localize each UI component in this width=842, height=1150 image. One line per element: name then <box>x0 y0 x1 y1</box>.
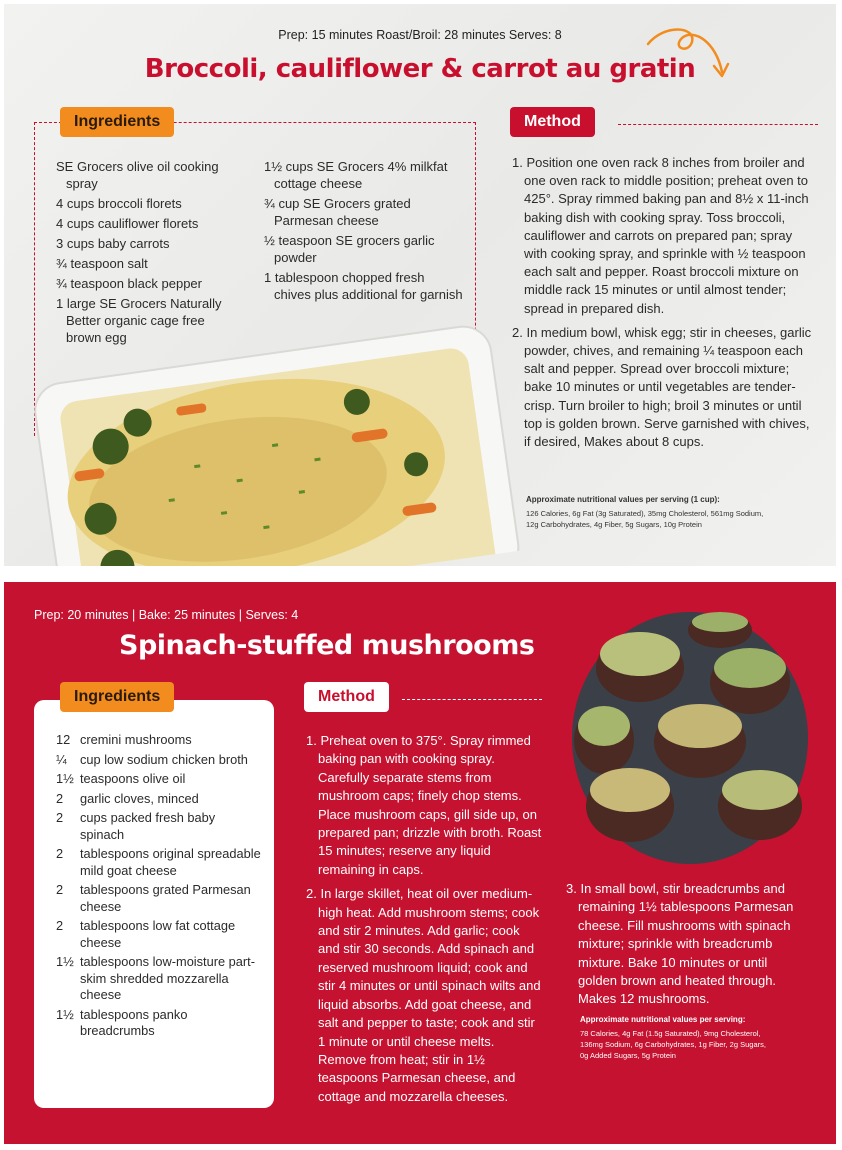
ingredient-qty: 2 <box>56 882 64 897</box>
squiggle-arrow-icon <box>644 22 734 92</box>
ingredient-item: 1 tablespoon chopped fresh chives plus additional for garnish <box>264 270 463 302</box>
ingredients-list-col1 <box>56 158 241 349</box>
ingredient-qty: 2 <box>56 846 64 861</box>
ingredient-item <box>56 882 261 915</box>
method-label: Method <box>304 682 389 712</box>
recipe-title: Spinach-stuffed mushrooms <box>119 630 535 661</box>
ingredient-qty: 12 <box>56 732 71 747</box>
ingredient-qty: 1½ <box>56 1006 74 1022</box>
ingredient-qty: 2 <box>56 790 64 806</box>
ingredient-item <box>56 791 261 808</box>
ingredient-item: 4 cups broccoli florets <box>56 196 182 211</box>
recipe-meta: Prep: 20 minutes | Bake: 25 minutes | Serves: 4 <box>34 608 299 622</box>
nutrition-line: 126 Calories, 6g Fat (3g Saturated), 35mg Cholesterol, 561mg Sodium, <box>526 509 764 518</box>
ingredient-item <box>56 954 261 1004</box>
ingredient-qty: 1½ <box>56 771 74 786</box>
ingredient-item <box>56 1007 261 1040</box>
ingredient-item <box>56 846 261 879</box>
nutrition-title: Approximate nutritional values per serving: <box>580 1015 746 1024</box>
ingredient-qty: 1½ <box>56 954 74 969</box>
stuffed-mushrooms-image <box>570 610 810 866</box>
ingredient-item: ¾ teaspoon black pepper <box>56 276 202 291</box>
ingredient-item: ¾ cup SE Grocers grated Parmesan cheese <box>264 196 411 228</box>
ingredient-item <box>56 732 261 749</box>
method-steps-col1 <box>306 732 544 1112</box>
ingredient-item: 4 cups cauliflower florets <box>56 216 199 231</box>
method-divider <box>402 699 542 700</box>
ingredient-item: 1 large SE Grocers Naturally Better organic cage free brown egg <box>56 296 222 345</box>
method-steps <box>512 154 812 457</box>
ingredient-text: tablespoons panko breadcrumbs <box>80 1006 188 1038</box>
ingredient-text: cup low sodium chicken broth <box>80 751 248 767</box>
ingredient-item: ¾ teaspoon salt <box>56 256 148 271</box>
method-steps-col2 <box>566 880 806 1015</box>
method-step: 2. In large skillet, heat oil over medium-high heat. Add mushroom stems; cook and stir 2 minutes. Add garlic; cook and stir 30 seconds. Add spinach and reserved mushroom liquid; cook and stir 4 minutes or until spinach wilts and liquid absorbs. Add goat cheese, and salt and pepper to taste; cook and stir 1 minute or until cheese melts. Remove from heat; stir in 1½ teaspoons Parmesan cheese, and cottage and mozzarella cheeses. <box>306 886 541 1104</box>
ingredient-qty: 2 <box>56 918 64 933</box>
ingredient-item <box>56 918 261 951</box>
recipe-au-gratin <box>4 4 836 566</box>
method-label: Method <box>510 107 595 137</box>
recipe-meta: Prep: 15 minutes Roast/Broil: 28 minutes Serves: 8 <box>278 28 562 42</box>
ingredient-item: 3 cups baby carrots <box>56 236 170 251</box>
ingredient-item: SE Grocers olive oil cooking spray <box>56 159 219 191</box>
method-divider <box>618 124 818 125</box>
nutrition-info <box>580 1014 820 1061</box>
nutrition-line: 12g Carbohydrates, 4g Fiber, 5g Sugars, 10g Protein <box>526 520 702 529</box>
nutrition-line: 136mg Sodium, 6g Carbohydrates, 1g Fiber, 2g Sugars, <box>580 1040 766 1049</box>
ingredient-text: cups packed fresh baby spinach <box>80 810 216 842</box>
ingredient-text: tablespoons low fat cottage cheese <box>80 918 236 950</box>
method-step: 1. Preheat oven to 375°. Spray rimmed baking pan with cooking spray. Carefully separate stems from mushroom caps; finely chop stems. Place mushroom caps, gill side up, on prepared pan; drizzle with broth. Roast 15 minutes; reserve any liquid remaining in caps. <box>306 733 542 877</box>
ingredient-text: tablespoons grated Parmesan cheese <box>80 882 251 914</box>
method-step: 1. Position one oven rack 8 inches from broiler and one oven rack to middle position; preheat oven to 425°. Spray rimmed baking pan and 8½ x 11-inch baking dish with cooking spray. Toss broccoli, cauliflower and carrots on prepared pan; spray with cooking spray, and sprinkle with ½ teaspoon each salt and pepper. Roast broccoli mixture on middle rack 15 minutes or until almost tender; spread in prepared dish. <box>512 155 809 316</box>
nutrition-line: 78 Calories, 4g Fat (1.5g Saturated), 9mg Cholesterol, <box>580 1029 761 1038</box>
ingredient-text: teaspoons olive oil <box>80 771 186 786</box>
ingredient-qty: 2 <box>56 810 64 825</box>
nutrition-line: 0g Added Sugars, 5g Protein <box>580 1051 676 1060</box>
ingredient-text: tablespoons original spreadable mild goat cheese <box>80 846 261 878</box>
method-step: 2. In medium bowl, whisk egg; stir in cheeses, garlic powder, chives, and remaining ¼ teaspoon each salt and pepper. Spread over broccoli mixture; bake 10 minutes or until vegetables are tender-crisp. Turn broiler to high; broil 3 minutes or until top is golden brown. Serve garnished with chives, if desired, Makes about 8 cups. <box>512 324 812 450</box>
nutrition-title: Approximate nutritional values per serving (1 cup): <box>526 495 720 504</box>
recipe-title: Broccoli, cauliflower & carrot au gratin <box>144 54 696 84</box>
ingredients-list-col2 <box>264 158 464 306</box>
ingredient-text: tablespoons low-moisture part-skim shredded mozzarella cheese <box>80 954 255 1002</box>
ingredient-item <box>56 752 261 769</box>
ingredients-label: Ingredients <box>60 107 174 137</box>
ingredient-text: garlic cloves, minced <box>80 790 199 806</box>
ingredient-item: 1½ cups SE Grocers 4% milkfat cottage cheese <box>264 159 448 191</box>
ingredient-qty: ¼ <box>56 751 67 767</box>
ingredient-item: ½ teaspoon SE grocers garlic powder <box>264 233 435 265</box>
ingredients-list <box>56 732 261 1043</box>
ingredient-item <box>56 810 261 843</box>
ingredient-text: cremini mushrooms <box>80 732 192 747</box>
ingredient-item <box>56 771 261 788</box>
nutrition-info <box>526 494 826 530</box>
method-step: 3. In small bowl, stir breadcrumbs and remaining 1½ tablespoons Parmesan cheese. Fill mushrooms with spinach mixture; sprinkle with breadcrumb mixture. Bake 10 minutes or until golden brown and heated through. Makes 12 mushrooms. <box>566 881 794 1007</box>
ingredients-label: Ingredients <box>60 682 174 712</box>
recipe-stuffed-mushrooms <box>4 582 836 1144</box>
